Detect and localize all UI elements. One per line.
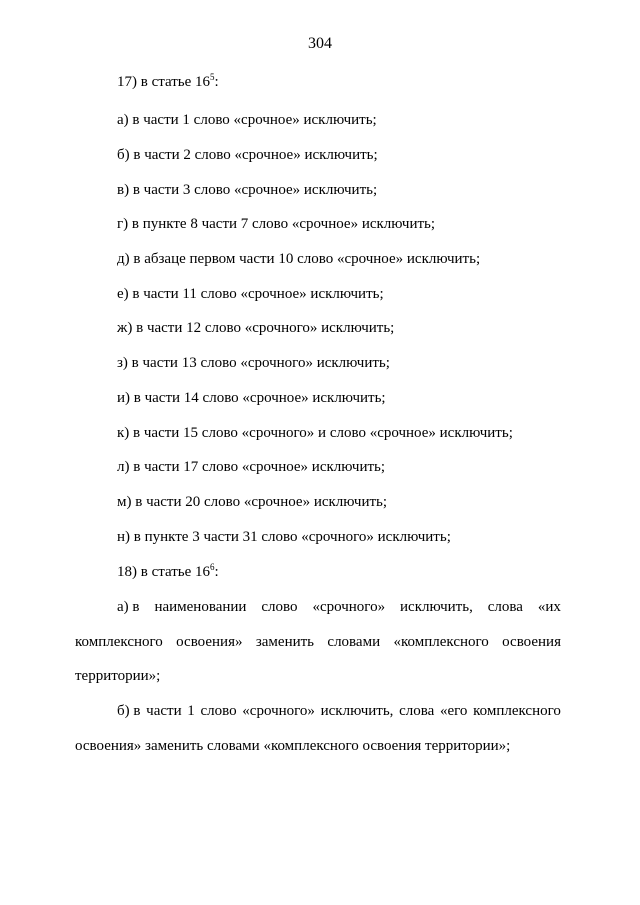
item-17-text: 17) в статье 16 <box>117 74 211 90</box>
para-a-word: слова <box>487 599 523 615</box>
list-item-a: а) в части 1 слово «срочное» исключить; <box>117 112 377 128</box>
para-a-word: освоения <box>502 634 561 650</box>
item-18-superscript: 6 <box>210 562 215 572</box>
para-a-word: наименовании <box>154 599 247 615</box>
item-17-superscript: 5 <box>210 72 215 82</box>
list-item-zh: ж) в части 12 слово «срочного» исключить; <box>117 320 395 336</box>
para-b-word: «срочного» <box>242 703 315 719</box>
page-number: 304 <box>308 35 332 52</box>
list-item-m: м) в части 20 слово «срочное» исключить; <box>117 494 388 510</box>
item-17-colon: : <box>214 74 219 90</box>
para-b-word: слово <box>200 703 237 719</box>
para-a-word: освоения» <box>176 634 243 650</box>
list-item-n: н) в пункте 3 части 31 слово «срочного» исключить; <box>117 529 451 545</box>
list-item-d: д) в абзаце первом части 10 слово «срочное» исключить; <box>117 251 481 267</box>
para-a-word: исключить, <box>400 599 473 615</box>
para-a-word: словами <box>327 634 381 650</box>
para-b-line-1 <box>117 701 561 721</box>
list-item-l: л) в части 17 слово «срочное» исключить; <box>117 459 386 475</box>
para-a-word: слово <box>261 599 298 615</box>
para-a-line-1 <box>117 597 561 617</box>
para-a-word: «их <box>537 599 561 615</box>
para-b-word: слова <box>399 703 435 719</box>
para-a-word: комплексного <box>75 634 163 650</box>
para-b-word: б) в <box>117 703 141 719</box>
para-a-word: заменить <box>255 634 315 650</box>
list-item-b: б) в части 2 слово «срочное» исключить; <box>117 147 378 163</box>
para-a-word: «комплексного <box>393 634 489 650</box>
item-18-colon: : <box>214 564 219 580</box>
para-b-line-2: освоения» заменить словами «комплексного освоения территории»; <box>75 738 511 754</box>
para-b-word: комплексного <box>473 703 561 719</box>
list-item-v: в) в части 3 слово «срочное» исключить; <box>117 182 378 198</box>
para-b-word: 1 <box>187 703 195 719</box>
item-18-text: 18) в статье 16 <box>117 564 211 580</box>
para-a-line-2 <box>75 632 561 652</box>
list-item-k: к) в части 15 слово «срочного» и слово «срочное» исключить; <box>117 425 513 441</box>
list-item-i: и) в части 14 слово «срочное» исключить; <box>117 390 386 406</box>
para-a-line-3: территории»; <box>75 668 161 684</box>
para-b-word: «его <box>439 703 468 719</box>
list-item-e: е) в части 11 слово «срочное» исключить; <box>117 286 384 302</box>
item-18-heading <box>117 562 219 582</box>
para-b-word: части <box>146 703 182 719</box>
para-a-word: а) в <box>117 599 140 615</box>
item-17-heading <box>117 72 219 92</box>
list-item-g: г) в пункте 8 части 7 слово «срочное» исключить; <box>117 216 436 232</box>
list-item-z: з) в части 13 слово «срочного» исключить; <box>117 355 390 371</box>
para-b-word: исключить, <box>320 703 394 719</box>
para-a-word: «срочного» <box>312 599 386 615</box>
